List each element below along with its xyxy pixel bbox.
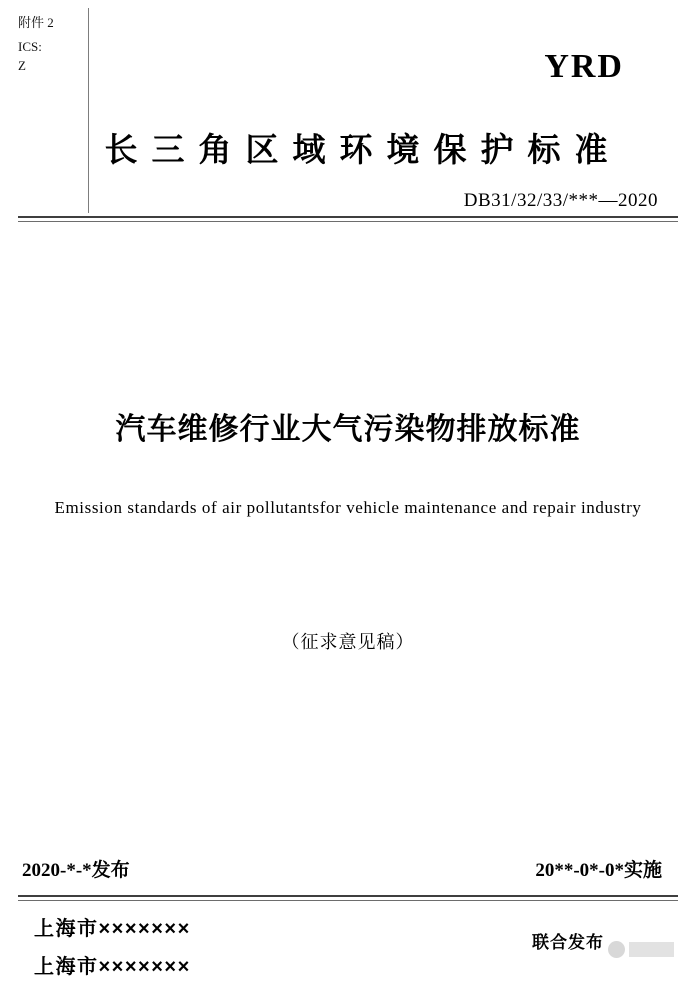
attachment-label: 附件 2 (18, 15, 54, 30)
stamp-text-block (629, 942, 674, 957)
footer-rule-thick (18, 895, 678, 897)
stamp-avatar-icon (608, 941, 625, 958)
footer-rule-thin (18, 900, 678, 901)
document-title-chinese: 汽车维修行业大气污染物排放标准 (115, 413, 581, 446)
header-vertical-divider (88, 8, 89, 213)
yrd-logo: YRD (544, 48, 624, 85)
watermark-stamp (608, 936, 674, 962)
classification-label: Z (18, 58, 26, 73)
standard-number: DB31/32/33/***—2020 (463, 190, 658, 211)
ics-label: ICS: (18, 39, 42, 54)
publisher-line-2: 上海市××××××× (34, 956, 191, 978)
standard-series-title: 长三角区域环境保护标准 (104, 131, 622, 168)
issue-date: 2020-*-*发布 (22, 860, 130, 881)
document-subtitle: （征求意见稿） (281, 632, 415, 652)
joint-publish-label: 联合发布 (532, 933, 604, 952)
publisher-line-1: 上海市××××××× (34, 918, 191, 940)
document-title-english: Emission standards of air pollutantsfor vehicle maintenance and repair industry (54, 498, 642, 517)
effective-date: 20**-0*-0*实施 (535, 860, 662, 881)
header-rule-thin (18, 221, 678, 222)
header-rule-thick (18, 216, 678, 218)
